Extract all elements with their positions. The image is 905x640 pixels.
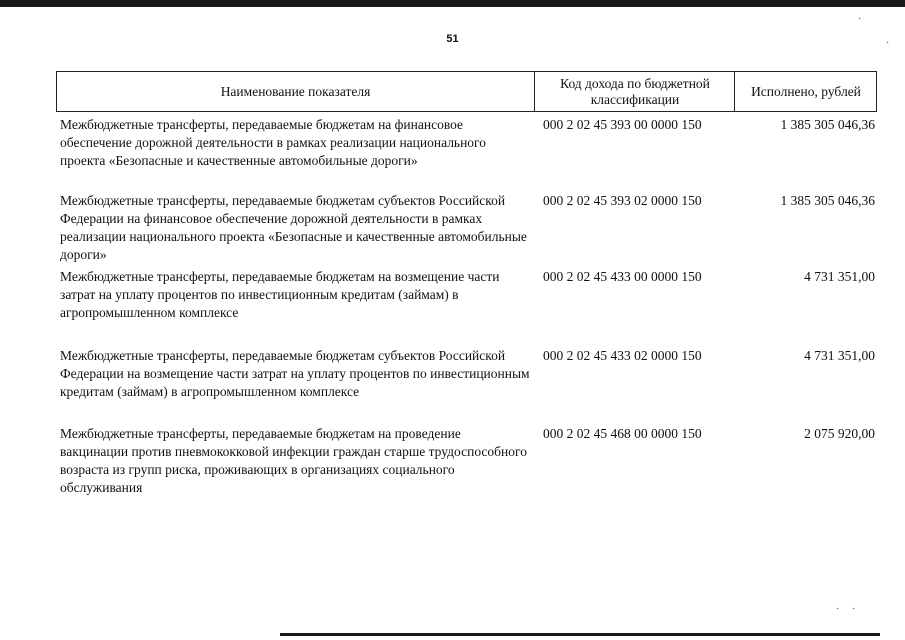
row-code: 000 2 02 45 433 02 0000 150 xyxy=(543,348,702,363)
row-amount: 1 385 305 046,36 xyxy=(780,117,875,132)
scan-speck: · xyxy=(886,38,890,49)
header-amount-column: Исполнено, рублей xyxy=(734,72,877,111)
row-name: Межбюджетные трансферты, передаваемые бюджетам на финансовое обеспечение дорожной деятельности в рамках реализации национального проекта «Безопасные и качественные автомобильные дороги» xyxy=(60,117,487,168)
row-code: 000 2 02 45 393 02 0000 150 xyxy=(543,193,702,208)
page-number: 51 xyxy=(446,33,459,45)
top-border xyxy=(0,0,905,7)
scan-speck: · xyxy=(858,14,862,25)
scan-speck: · xyxy=(836,604,840,615)
header-code-column: Код дохода по бюджетной классификации xyxy=(534,72,735,111)
row-amount: 1 385 305 046,36 xyxy=(780,193,875,208)
row-code: 000 2 02 45 433 00 0000 150 xyxy=(543,269,702,284)
row-code: 000 2 02 45 393 00 0000 150 xyxy=(543,117,702,132)
row-name: Межбюджетные трансферты, передаваемые бюджетам субъектов Российской Федерации на финансовое обеспечение дорожной деятельности в рамках реализации национального проекта «Безопасные и качественные автомобильные дороги» xyxy=(60,193,527,262)
row-code: 000 2 02 45 468 00 0000 150 xyxy=(543,426,702,441)
row-amount: 4 731 351,00 xyxy=(804,269,875,284)
header-name-column: Наименование показателя xyxy=(220,83,371,99)
scan-speck: · xyxy=(852,604,856,615)
row-name: Межбюджетные трансферты, передаваемые бюджетам субъектов Российской Федерации на возмещение части затрат на уплату процентов по инвестиционным кредитам (займам) в агропромышленном комплексе xyxy=(60,348,530,399)
table-header xyxy=(56,71,877,112)
row-amount: 4 731 351,00 xyxy=(804,348,875,363)
row-name: Межбюджетные трансферты, передаваемые бюджетам на возмещение части затрат на уплату процентов по инвестиционным кредитам (займам) в агропромышленном комплексе xyxy=(60,269,500,320)
row-amount: 2 075 920,00 xyxy=(804,426,875,441)
bottom-border xyxy=(280,633,880,636)
row-name: Межбюджетные трансферты, передаваемые бюджетам на проведение вакцинации против пневмококковой инфекции граждан старше трудоспособного возраста из групп риска, проживающих в организациях социального обслуживания xyxy=(60,426,527,495)
